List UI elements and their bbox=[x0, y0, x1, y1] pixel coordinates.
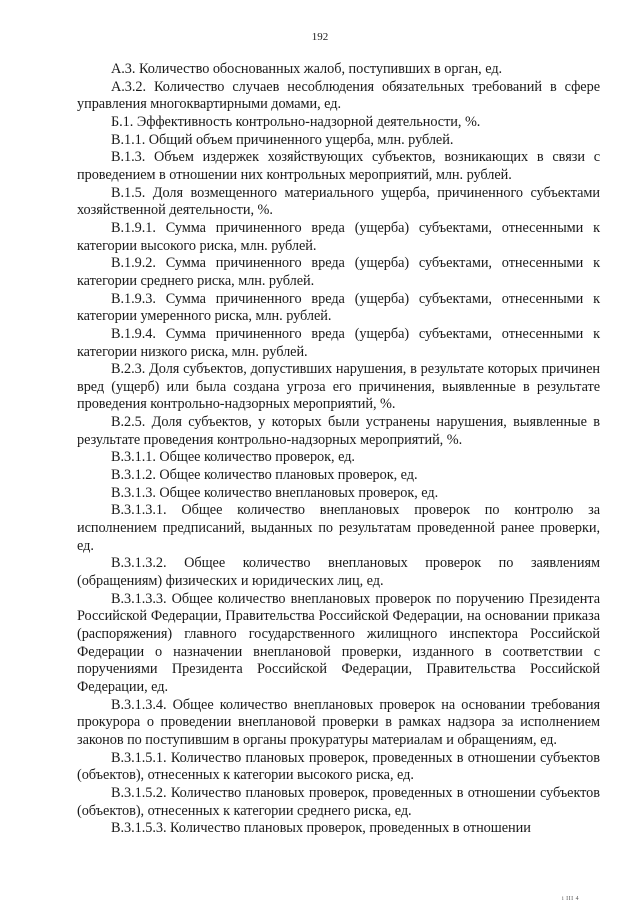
paragraph: В.3.1.3.2. Общее количество внеплановых проверок по заявлениям (обращениям) физических и юридических лиц, ед. bbox=[77, 555, 600, 590]
paragraph: В.3.1.3. Общее количество внеплановых проверок, ед. bbox=[111, 484, 439, 501]
paragraph: В.3.1.3.3. Общее количество внеплановых проверок по поручению Президента Российской Федерации, Правительства Российской Федерации, на основании приказа (распоряжения) главного государственного жилищного инспектора Российской Федерации о назначении внеплановой проверки, изданного в соответствии с поручениями Президента Российской Федерации, Правительства Российской Федерации, ед. bbox=[77, 590, 600, 695]
document-body bbox=[77, 61, 600, 838]
paragraph: Б.1. Эффективность контрольно-надзорной деятельности, %. bbox=[111, 113, 481, 130]
paragraph: В.1.3. Объем издержек хозяйствующих субъектов, возникающих в связи с проведением в отношении них контрольных мероприятий, млн. рублей. bbox=[77, 149, 600, 183]
footer-mark: і ІІІ 4 bbox=[562, 896, 580, 902]
paragraph: В.1.9.3. Сумма причиненного вреда (ущерба) субъектами, отнесенными к категории умеренного риска, млн. рублей. bbox=[77, 290, 600, 325]
paragraph: В.1.9.1. Сумма причиненного вреда (ущерба) субъектами, отнесенными к категории высокого риска, млн. рублей. bbox=[77, 219, 600, 254]
paragraph: В.2.3. Доля субъектов, допустивших нарушения, в результате которых причинен вред (ущерб) или была создана угроза его причинения, выявленные в результате проведения контрольно-надзорных мероприятий, %. bbox=[77, 361, 600, 413]
paragraph: В.1.5. Доля возмещенного материального ущерба, причиненного субъектами хозяйственной деятельности, %. bbox=[77, 184, 600, 219]
paragraph: В.1.9.2. Сумма причиненного вреда (ущерба) субъектами, отнесенными к категории среднего риска, млн. рублей. bbox=[77, 255, 600, 289]
paragraph: А.3.2. Количество случаев несоблюдения обязательных требований в сфере управления многоквартирными домами, ед. bbox=[77, 78, 600, 113]
paragraph: В.1.1. Общий объем причиненного ущерба, млн. рублей. bbox=[111, 131, 454, 148]
paragraph: В.3.1.1. Общее количество проверок, ед. bbox=[111, 449, 355, 466]
paragraph: А.3. Количество обоснованных жалоб, поступивших в орган, ед. bbox=[111, 61, 503, 77]
paragraph: В.3.1.5.3. Количество плановых проверок, проведенных в отношении bbox=[111, 820, 531, 837]
paragraph: В.3.1.5.1. Количество плановых проверок, проведенных в отношении субъектов (объектов), отнесенных к категории высокого риска, ед. bbox=[77, 749, 600, 784]
paragraph: В.1.9.4. Сумма причиненного вреда (ущерба) субъектами, отнесенными к категории низкого риска, млн. рублей. bbox=[77, 325, 600, 360]
paragraph: В.3.1.3.4. Общее количество внеплановых проверок на основании требования прокурора о проведении внеплановой проверки в рамках надзора за исполнением законов по поступившим в органы прокуратуры материалам и обращениям, ед. bbox=[77, 696, 600, 748]
page-number: 192 bbox=[311, 31, 329, 43]
paragraph: В.3.1.5.2. Количество плановых проверок, проведенных в отношении субъектов (объектов), отнесенных к категории среднего риска, ед. bbox=[77, 784, 600, 819]
paragraph: В.3.1.3.1. Общее количество внеплановых проверок по контролю за исполнением предписаний, выданных по результатам проведенной ранее проверки, ед. bbox=[77, 502, 600, 554]
paragraph: В.2.5. Доля субъектов, у которых были устранены нарушения, выявленные в результате проведения контрольно-надзорных мероприятий, %. bbox=[77, 414, 600, 448]
paragraph: В.3.1.2. Общее количество плановых проверок, ед. bbox=[111, 467, 418, 484]
